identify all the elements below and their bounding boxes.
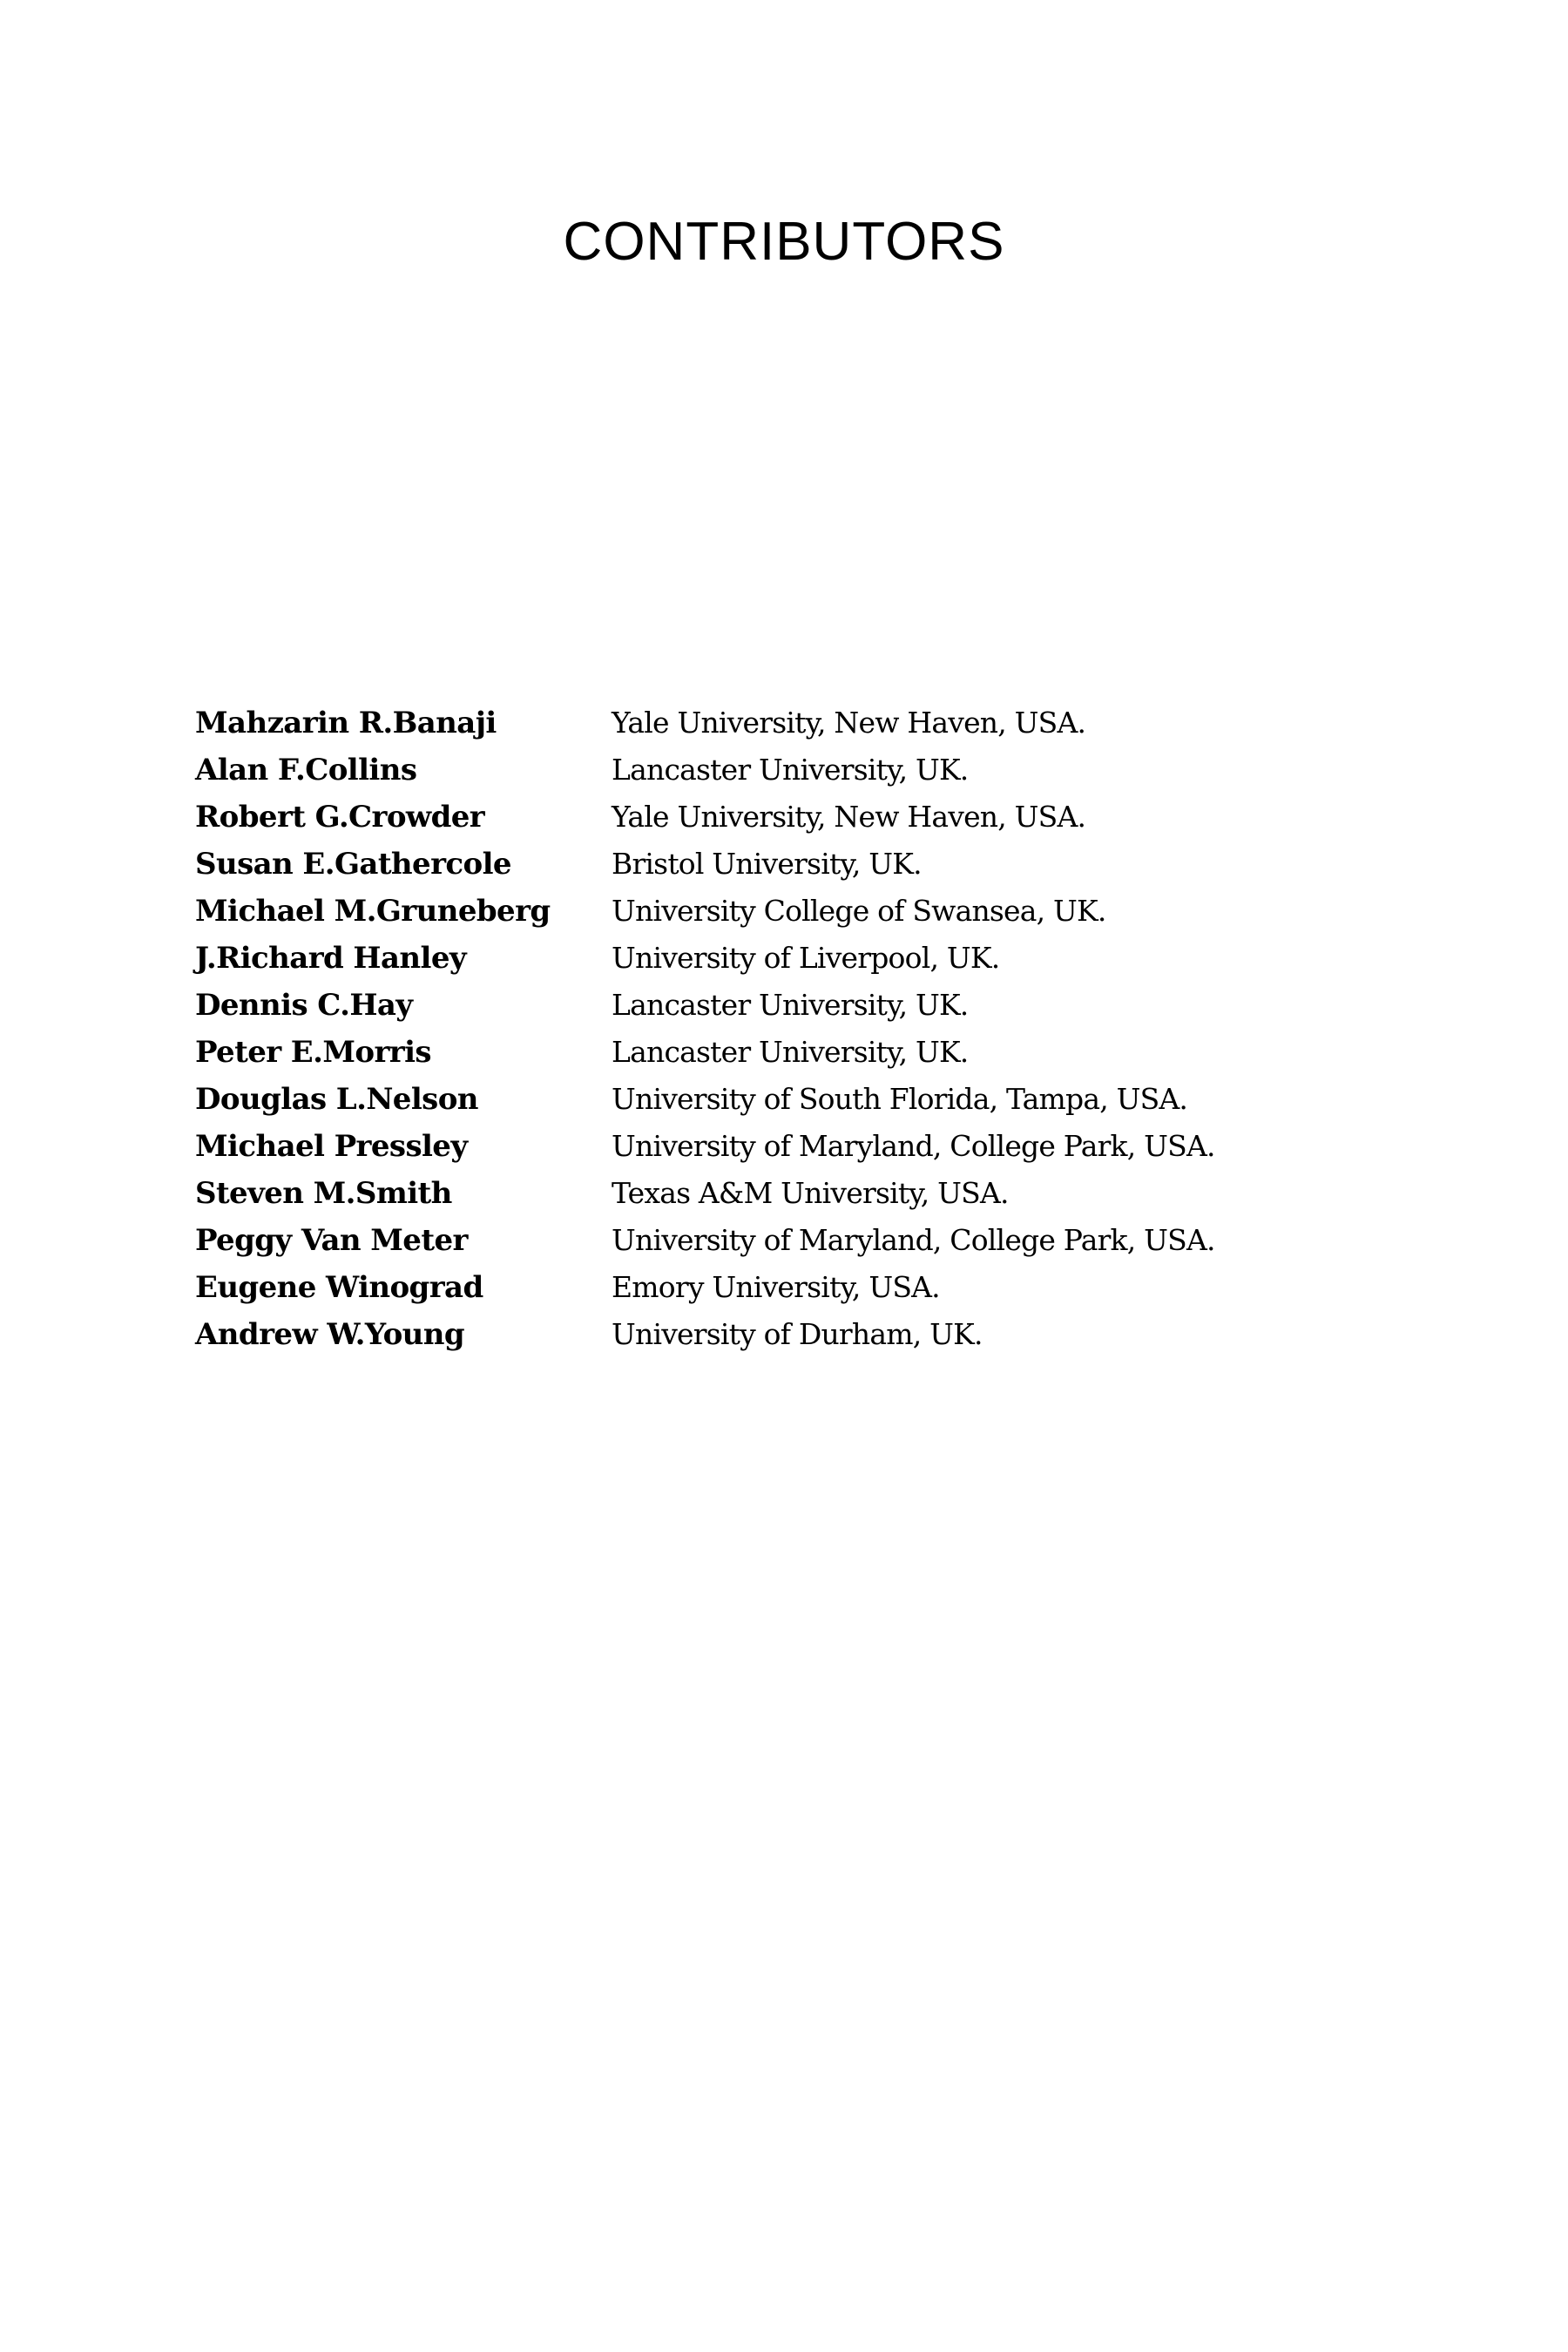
contributor-name: Peter E.Morris <box>195 1035 431 1070</box>
contributor-name: Steven M.Smith <box>195 1176 452 1211</box>
contributor-name: Andrew W.Young <box>195 1317 465 1352</box>
contributor-row <box>195 1264 1415 1311</box>
contributor-row <box>195 1123 1415 1170</box>
contributor-affiliation: University of Liverpool, UK. <box>612 941 1000 975</box>
contributor-affiliation: Lancaster University, UK. <box>612 988 969 1022</box>
contributor-name: Mahzarin R.Banaji <box>195 706 497 740</box>
contributor-row <box>195 888 1415 935</box>
contributor-name: Eugene Winograd <box>195 1270 483 1305</box>
contributor-row <box>195 1217 1415 1264</box>
contributor-row <box>195 747 1415 794</box>
contributor-affiliation: Yale University, New Haven, USA. <box>612 800 1086 834</box>
contributor-affiliation: Yale University, New Haven, USA. <box>612 706 1086 740</box>
contributor-name: Peggy Van Meter <box>195 1223 468 1258</box>
contributor-affiliation: University of South Florida, Tampa, USA. <box>612 1082 1188 1116</box>
contributor-row <box>195 1076 1415 1123</box>
contributor-name: Michael Pressley <box>195 1129 468 1164</box>
contributor-affiliation: University of Durham, UK. <box>612 1317 983 1351</box>
contributor-affiliation: Lancaster University, UK. <box>612 753 969 787</box>
contributors-list <box>195 700 1415 1358</box>
contributor-name: Douglas L.Nelson <box>195 1082 478 1117</box>
contributor-row <box>195 794 1415 841</box>
contributor-row <box>195 841 1415 888</box>
contributor-name: Robert G.Crowder <box>195 800 485 835</box>
contributor-affiliation: Bristol University, UK. <box>612 847 922 881</box>
contributor-name: Michael M.Gruneberg <box>195 894 551 929</box>
contributor-row <box>195 1311 1415 1358</box>
contributor-name: Dennis C.Hay <box>195 988 413 1023</box>
contributor-row <box>195 1170 1415 1217</box>
contributor-affiliation: Texas A&M University, USA. <box>612 1176 1009 1210</box>
contributor-affiliation: Emory University, USA. <box>612 1270 940 1304</box>
contributor-row <box>195 982 1415 1029</box>
contributor-name: Susan E.Gathercole <box>195 847 511 882</box>
contributor-row <box>195 700 1415 747</box>
contributor-affiliation: University of Maryland, College Park, USA. <box>612 1129 1215 1163</box>
contributor-affiliation: University College of Swansea, UK. <box>612 894 1106 928</box>
contributor-name: J.Richard Hanley <box>195 941 467 976</box>
page-title: CONTRIBUTORS <box>563 211 1005 272</box>
contributor-row <box>195 935 1415 982</box>
contributor-affiliation: University of Maryland, College Park, USA. <box>612 1223 1215 1257</box>
contributor-name: Alan F.Collins <box>195 753 417 787</box>
contributor-affiliation: Lancaster University, UK. <box>612 1035 969 1069</box>
contributor-row <box>195 1029 1415 1076</box>
